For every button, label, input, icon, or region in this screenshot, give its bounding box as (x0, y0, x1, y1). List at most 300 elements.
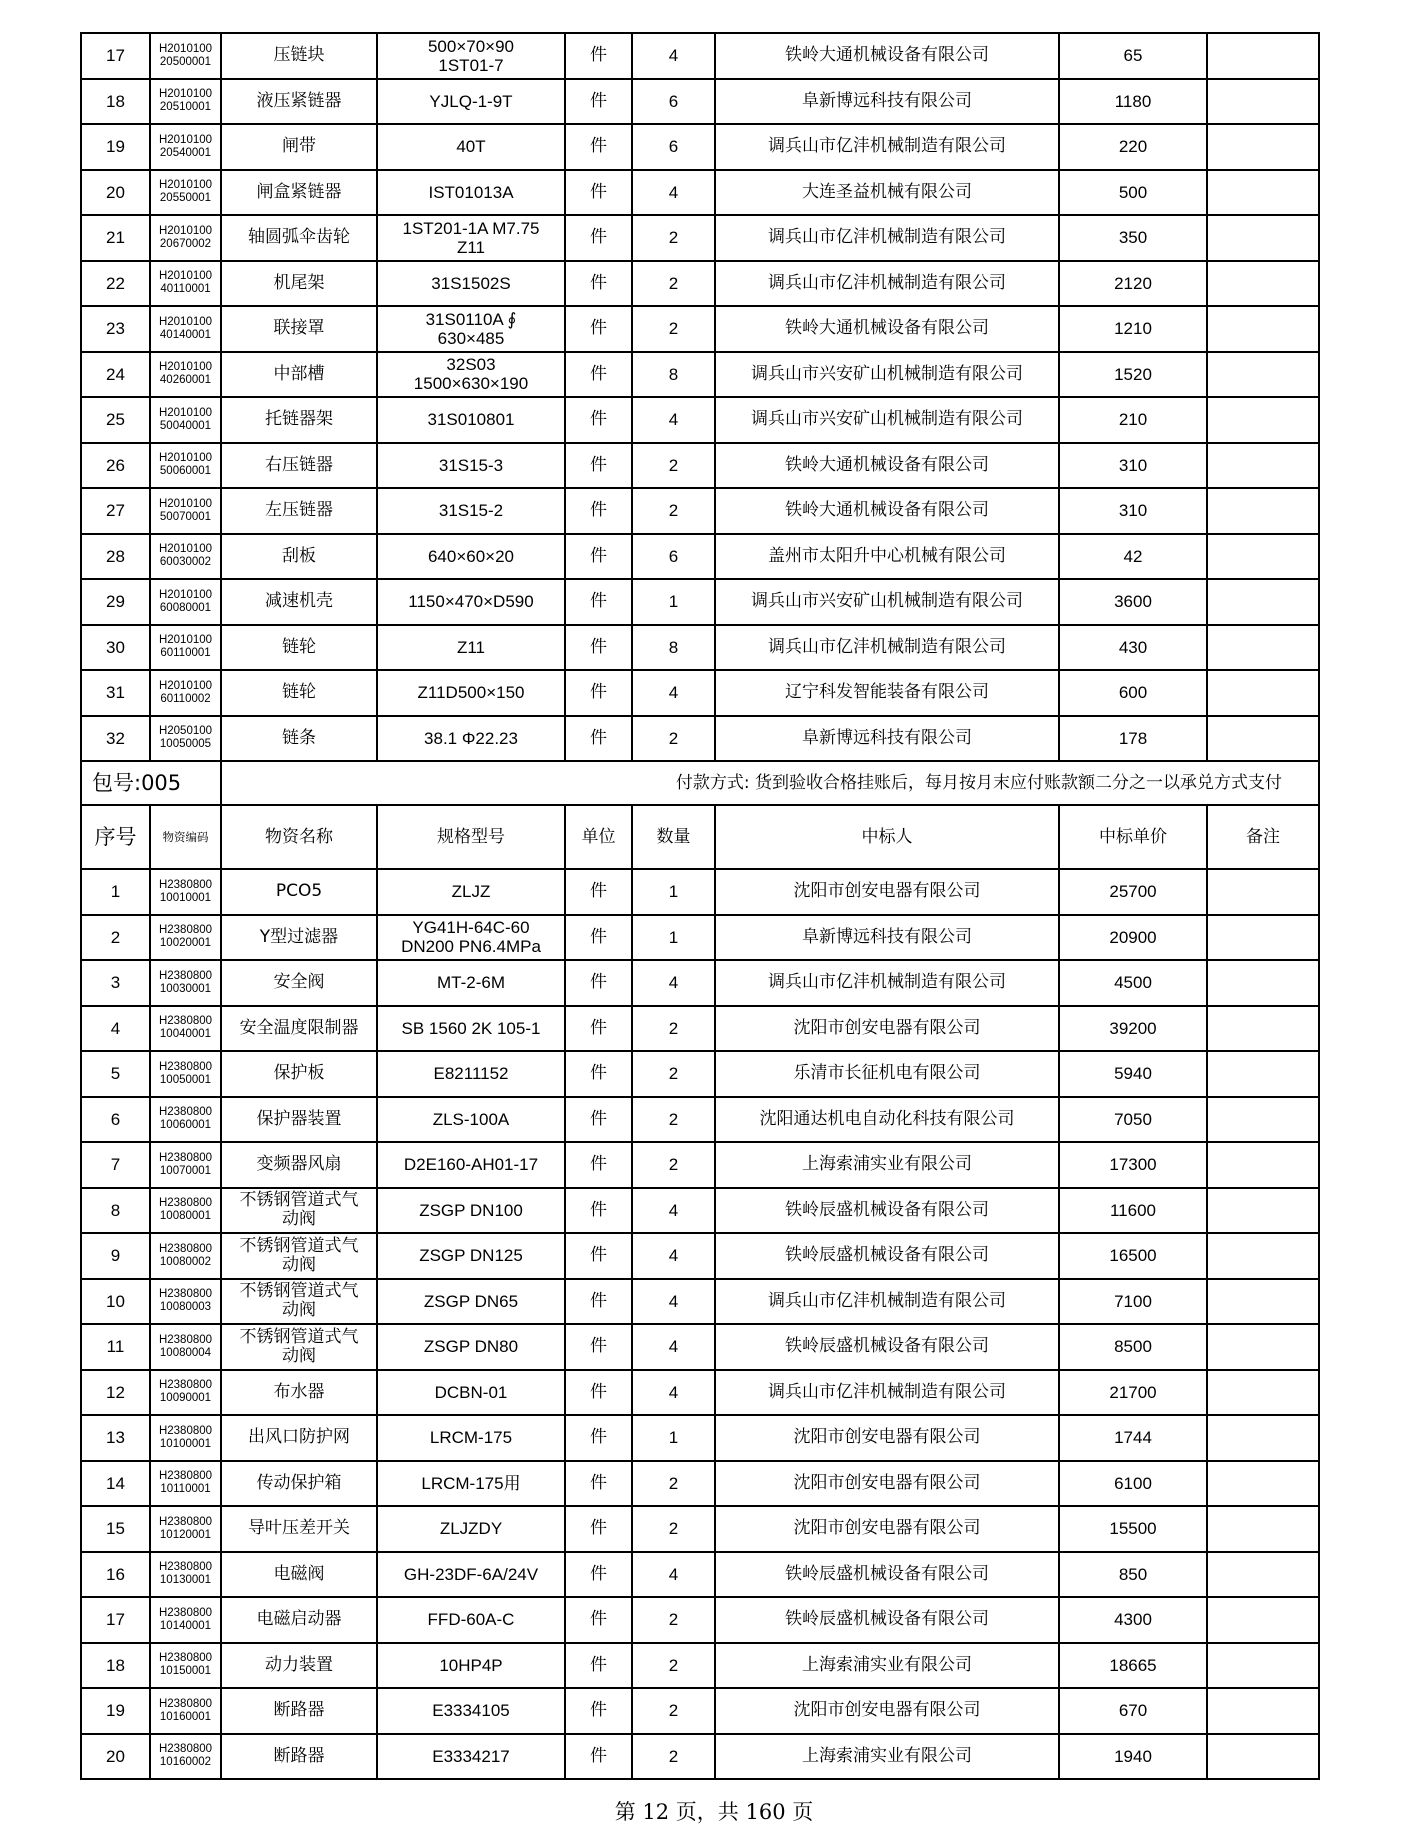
table-row (81, 534, 1319, 580)
cell-code: H2010100 20550001 (150, 170, 221, 216)
cell-note (1207, 1643, 1319, 1689)
cell-spec: ZSGP DN125 (377, 1233, 565, 1279)
cell-unit: 件 (565, 1233, 632, 1279)
cell-winner: 铁岭辰盛机械设备有限公司 (715, 1552, 1059, 1598)
cell-name: 出风口防护网 (221, 1415, 377, 1461)
cell-unit: 件 (565, 261, 632, 307)
header-price: 中标单价 (1059, 805, 1207, 869)
table-row (81, 1370, 1319, 1416)
cell-qty: 4 (632, 1279, 715, 1325)
cell-qty: 2 (632, 306, 715, 352)
cell-code: H2380800 10070001 (150, 1142, 221, 1188)
header-name: 物资名称 (221, 805, 377, 869)
table-row (81, 397, 1319, 443)
cell-seq: 28 (81, 534, 150, 580)
cell-price: 500 (1059, 170, 1207, 216)
cell-spec: YJLQ-1-9T (377, 79, 565, 125)
cell-code: H2380800 10100001 (150, 1415, 221, 1461)
cell-code: H2010100 20510001 (150, 79, 221, 125)
package-row (81, 761, 1319, 805)
cell-code: H2380800 10080004 (150, 1324, 221, 1370)
cell-spec: ZLJZ (377, 869, 565, 915)
table-row (81, 1233, 1319, 1279)
cell-code: H2380800 10020001 (150, 915, 221, 961)
table-row (81, 1688, 1319, 1734)
cell-name: 断路器 (221, 1734, 377, 1780)
cell-code: H2380800 10160001 (150, 1688, 221, 1734)
table-row (81, 215, 1319, 261)
cell-winner: 调兵山市亿沣机械制造有限公司 (715, 625, 1059, 671)
cell-note (1207, 1552, 1319, 1598)
cell-price: 7100 (1059, 1279, 1207, 1325)
cell-spec: MT-2-6M (377, 960, 565, 1006)
cell-winner: 铁岭辰盛机械设备有限公司 (715, 1233, 1059, 1279)
cell-qty: 4 (632, 1324, 715, 1370)
procurement-table (80, 32, 1320, 1780)
table-row (81, 1051, 1319, 1097)
cell-price: 1744 (1059, 1415, 1207, 1461)
table-row (81, 960, 1319, 1006)
cell-seq: 25 (81, 397, 150, 443)
table-section-b (81, 869, 1319, 1779)
cell-note (1207, 625, 1319, 671)
cell-seq: 19 (81, 124, 150, 170)
cell-winner: 调兵山市亿沣机械制造有限公司 (715, 960, 1059, 1006)
cell-price: 670 (1059, 1688, 1207, 1734)
cell-winner: 沈阳市创安电器有限公司 (715, 1461, 1059, 1507)
cell-spec: SB 1560 2K 105-1 (377, 1006, 565, 1052)
cell-price: 210 (1059, 397, 1207, 443)
cell-spec: LRCM-175 (377, 1415, 565, 1461)
cell-note (1207, 1461, 1319, 1507)
cell-spec: ZSGP DN80 (377, 1324, 565, 1370)
cell-note (1207, 79, 1319, 125)
cell-spec: 32S03 1500×630×190 (377, 352, 565, 398)
cell-code: H2380800 10040001 (150, 1006, 221, 1052)
cell-winner: 上海索浦实业有限公司 (715, 1142, 1059, 1188)
cell-winner: 乐清市长征机电有限公司 (715, 1051, 1059, 1097)
cell-code: H2010100 40260001 (150, 352, 221, 398)
cell-name: 安全温度限制器 (221, 1006, 377, 1052)
cell-note (1207, 869, 1319, 915)
cell-unit: 件 (565, 124, 632, 170)
table-row (81, 1188, 1319, 1234)
cell-price: 17300 (1059, 1142, 1207, 1188)
table-row (81, 124, 1319, 170)
table-row (81, 261, 1319, 307)
cell-code: H2380800 10080002 (150, 1233, 221, 1279)
cell-seq: 18 (81, 1643, 150, 1689)
cell-price: 178 (1059, 716, 1207, 762)
cell-note (1207, 261, 1319, 307)
cell-note (1207, 215, 1319, 261)
cell-note (1207, 534, 1319, 580)
cell-unit: 件 (565, 488, 632, 534)
cell-seq: 16 (81, 1552, 150, 1598)
header-unit: 单位 (565, 805, 632, 869)
cell-price: 220 (1059, 124, 1207, 170)
cell-spec: FFD-60A-C (377, 1597, 565, 1643)
cell-spec: D2E160-AH01-17 (377, 1142, 565, 1188)
cell-note (1207, 1142, 1319, 1188)
table-row (81, 869, 1319, 915)
cell-unit: 件 (565, 1506, 632, 1552)
cell-name: 中部槽 (221, 352, 377, 398)
cell-qty: 4 (632, 1552, 715, 1598)
cell-winner: 调兵山市亿沣机械制造有限公司 (715, 261, 1059, 307)
cell-name: 托链器架 (221, 397, 377, 443)
table-row (81, 170, 1319, 216)
cell-qty: 4 (632, 960, 715, 1006)
cell-note (1207, 1415, 1319, 1461)
cell-unit: 件 (565, 1415, 632, 1461)
header-note: 备注 (1207, 805, 1319, 869)
cell-name: 保护器装置 (221, 1097, 377, 1143)
cell-seq: 1 (81, 869, 150, 915)
cell-price: 4300 (1059, 1597, 1207, 1643)
cell-note (1207, 352, 1319, 398)
header-winner: 中标人 (715, 805, 1059, 869)
cell-code: H2010100 50060001 (150, 443, 221, 489)
header-spec: 规格型号 (377, 805, 565, 869)
cell-note (1207, 579, 1319, 625)
cell-name: 不锈钢管道式气 动阀 (221, 1188, 377, 1234)
cell-note (1207, 1233, 1319, 1279)
cell-code: H2010100 60080001 (150, 579, 221, 625)
cell-note (1207, 960, 1319, 1006)
table-row (81, 1279, 1319, 1325)
header-code: 物资编码 (150, 805, 221, 869)
table-row (81, 488, 1319, 534)
cell-qty: 2 (632, 1461, 715, 1507)
cell-note (1207, 670, 1319, 716)
cell-winner: 阜新博远科技有限公司 (715, 79, 1059, 125)
cell-seq: 22 (81, 261, 150, 307)
cell-winner: 铁岭辰盛机械设备有限公司 (715, 1188, 1059, 1234)
cell-price: 25700 (1059, 869, 1207, 915)
cell-note (1207, 1279, 1319, 1325)
table-row (81, 915, 1319, 961)
cell-name: 保护板 (221, 1051, 377, 1097)
cell-seq: 17 (81, 33, 150, 79)
cell-spec: 10HP4P (377, 1643, 565, 1689)
cell-name: 传动保护箱 (221, 1461, 377, 1507)
cell-qty: 4 (632, 397, 715, 443)
cell-qty: 2 (632, 1688, 715, 1734)
cell-unit: 件 (565, 625, 632, 671)
cell-unit: 件 (565, 1643, 632, 1689)
cell-price: 1210 (1059, 306, 1207, 352)
table-row (81, 1415, 1319, 1461)
cell-unit: 件 (565, 1370, 632, 1416)
cell-spec: 31S1502S (377, 261, 565, 307)
cell-code: H2380800 10110001 (150, 1461, 221, 1507)
cell-spec: 640×60×20 (377, 534, 565, 580)
cell-unit: 件 (565, 1324, 632, 1370)
cell-price: 1180 (1059, 79, 1207, 125)
cell-unit: 件 (565, 443, 632, 489)
header-qty: 数量 (632, 805, 715, 869)
cell-winner: 沈阳市创安电器有限公司 (715, 869, 1059, 915)
cell-price: 16500 (1059, 1233, 1207, 1279)
cell-code: H2380800 10150001 (150, 1643, 221, 1689)
cell-unit: 件 (565, 716, 632, 762)
cell-price: 7050 (1059, 1097, 1207, 1143)
cell-code: H2010100 40140001 (150, 306, 221, 352)
cell-seq: 19 (81, 1688, 150, 1734)
cell-name: 压链块 (221, 33, 377, 79)
cell-code: H2010100 60030002 (150, 534, 221, 580)
table-row (81, 443, 1319, 489)
cell-spec: 38.1 Φ22.23 (377, 716, 565, 762)
cell-note (1207, 1506, 1319, 1552)
cell-price: 1940 (1059, 1734, 1207, 1780)
cell-winner: 调兵山市兴安矿山机械制造有限公司 (715, 579, 1059, 625)
cell-price: 3600 (1059, 579, 1207, 625)
cell-spec: ZSGP DN65 (377, 1279, 565, 1325)
cell-unit: 件 (565, 534, 632, 580)
cell-price: 15500 (1059, 1506, 1207, 1552)
cell-winner: 盖州市太阳升中心机械有限公司 (715, 534, 1059, 580)
cell-code: H2380800 10060001 (150, 1097, 221, 1143)
cell-price: 2120 (1059, 261, 1207, 307)
cell-code: H2010100 50070001 (150, 488, 221, 534)
cell-seq: 14 (81, 1461, 150, 1507)
cell-winner: 铁岭大通机械设备有限公司 (715, 33, 1059, 79)
cell-seq: 21 (81, 215, 150, 261)
cell-code: H2010100 40110001 (150, 261, 221, 307)
cell-spec: Z11D500×150 (377, 670, 565, 716)
cell-qty: 4 (632, 1233, 715, 1279)
cell-winner: 沈阳市创安电器有限公司 (715, 1688, 1059, 1734)
cell-qty: 6 (632, 124, 715, 170)
cell-qty: 2 (632, 1643, 715, 1689)
cell-seq: 9 (81, 1233, 150, 1279)
cell-note (1207, 1006, 1319, 1052)
table-row (81, 1643, 1319, 1689)
cell-note (1207, 33, 1319, 79)
cell-winner: 铁岭辰盛机械设备有限公司 (715, 1597, 1059, 1643)
cell-unit: 件 (565, 170, 632, 216)
cell-code: H2010100 60110002 (150, 670, 221, 716)
table-row (81, 625, 1319, 671)
cell-name: 电磁阀 (221, 1552, 377, 1598)
table-row (81, 1097, 1319, 1143)
cell-code: H2380800 10140001 (150, 1597, 221, 1643)
cell-unit: 件 (565, 1188, 632, 1234)
cell-winner: 沈阳市创安电器有限公司 (715, 1506, 1059, 1552)
cell-code: H2380800 10010001 (150, 869, 221, 915)
cell-qty: 2 (632, 1142, 715, 1188)
cell-qty: 4 (632, 170, 715, 216)
cell-spec: 31S15-2 (377, 488, 565, 534)
cell-note (1207, 716, 1319, 762)
cell-qty: 2 (632, 261, 715, 307)
cell-seq: 13 (81, 1415, 150, 1461)
cell-winner: 大连圣益机械有限公司 (715, 170, 1059, 216)
cell-seq: 26 (81, 443, 150, 489)
cell-name: 联接罩 (221, 306, 377, 352)
cell-seq: 5 (81, 1051, 150, 1097)
cell-price: 6100 (1059, 1461, 1207, 1507)
cell-seq: 2 (81, 915, 150, 961)
table-row (81, 1324, 1319, 1370)
table-row (81, 1142, 1319, 1188)
cell-unit: 件 (565, 352, 632, 398)
cell-name: 刮板 (221, 534, 377, 580)
cell-code: H2380800 10160002 (150, 1734, 221, 1780)
header-seq: 序号 (81, 805, 150, 869)
cell-price: 8500 (1059, 1324, 1207, 1370)
cell-seq: 11 (81, 1324, 150, 1370)
cell-seq: 20 (81, 1734, 150, 1780)
cell-unit: 件 (565, 1461, 632, 1507)
cell-spec: E3334105 (377, 1688, 565, 1734)
cell-price: 20900 (1059, 915, 1207, 961)
cell-spec: DCBN-01 (377, 1370, 565, 1416)
cell-name: 动力装置 (221, 1643, 377, 1689)
table-row (81, 670, 1319, 716)
cell-note (1207, 1734, 1319, 1780)
cell-name: 减速机壳 (221, 579, 377, 625)
table-row (81, 1506, 1319, 1552)
cell-code: H2380800 10030001 (150, 960, 221, 1006)
cell-winner: 上海索浦实业有限公司 (715, 1643, 1059, 1689)
cell-seq: 10 (81, 1279, 150, 1325)
cell-unit: 件 (565, 960, 632, 1006)
cell-name: 布水器 (221, 1370, 377, 1416)
cell-spec: 31S15-3 (377, 443, 565, 489)
cell-qty: 2 (632, 443, 715, 489)
cell-spec: 31S0110A ∮ 630×485 (377, 306, 565, 352)
cell-name: 断路器 (221, 1688, 377, 1734)
cell-winner: 调兵山市兴安矿山机械制造有限公司 (715, 397, 1059, 443)
cell-code: H2380800 10120001 (150, 1506, 221, 1552)
cell-qty: 2 (632, 1006, 715, 1052)
cell-qty: 8 (632, 625, 715, 671)
cell-winner: 调兵山市亿沣机械制造有限公司 (715, 215, 1059, 261)
cell-unit: 件 (565, 215, 632, 261)
cell-seq: 8 (81, 1188, 150, 1234)
cell-seq: 31 (81, 670, 150, 716)
cell-note (1207, 1324, 1319, 1370)
table-row (81, 1597, 1319, 1643)
cell-note (1207, 443, 1319, 489)
cell-code: H2010100 20500001 (150, 33, 221, 79)
cell-code: H2380800 10130001 (150, 1552, 221, 1598)
cell-seq: 6 (81, 1097, 150, 1143)
cell-unit: 件 (565, 869, 632, 915)
cell-name: 链轮 (221, 670, 377, 716)
cell-unit: 件 (565, 1097, 632, 1143)
cell-seq: 17 (81, 1597, 150, 1643)
cell-price: 850 (1059, 1552, 1207, 1598)
cell-note (1207, 397, 1319, 443)
cell-seq: 15 (81, 1506, 150, 1552)
cell-price: 65 (1059, 33, 1207, 79)
cell-spec: YG41H-64C-60 DN200 PN6.4MPa (377, 915, 565, 961)
cell-price: 350 (1059, 215, 1207, 261)
cell-seq: 27 (81, 488, 150, 534)
cell-price: 42 (1059, 534, 1207, 580)
cell-spec: E3334217 (377, 1734, 565, 1780)
cell-qty: 2 (632, 215, 715, 261)
cell-price: 4500 (1059, 960, 1207, 1006)
cell-unit: 件 (565, 33, 632, 79)
cell-name: Y型过滤器 (221, 915, 377, 961)
cell-qty: 1 (632, 1415, 715, 1461)
cell-seq: 20 (81, 170, 150, 216)
cell-code: H2380800 10080003 (150, 1279, 221, 1325)
cell-name: 链条 (221, 716, 377, 762)
cell-note (1207, 1097, 1319, 1143)
cell-seq: 23 (81, 306, 150, 352)
cell-name: 轴圆弧伞齿轮 (221, 215, 377, 261)
cell-qty: 2 (632, 716, 715, 762)
cell-code: H2010100 60110001 (150, 625, 221, 671)
cell-seq: 30 (81, 625, 150, 671)
cell-name: 机尾架 (221, 261, 377, 307)
cell-name: 电磁启动器 (221, 1597, 377, 1643)
cell-spec: ZLS-100A (377, 1097, 565, 1143)
cell-spec: Z11 (377, 625, 565, 671)
table-header-row (81, 805, 1319, 869)
cell-spec: ZLJZDY (377, 1506, 565, 1552)
cell-spec: E8211152 (377, 1051, 565, 1097)
cell-price: 5940 (1059, 1051, 1207, 1097)
cell-seq: 24 (81, 352, 150, 398)
cell-unit: 件 (565, 1051, 632, 1097)
cell-winner: 沈阳市创安电器有限公司 (715, 1006, 1059, 1052)
cell-name: 不锈钢管道式气 动阀 (221, 1279, 377, 1325)
cell-winner: 铁岭大通机械设备有限公司 (715, 443, 1059, 489)
cell-name: 闸带 (221, 124, 377, 170)
cell-code: H2380800 10050001 (150, 1051, 221, 1097)
cell-price: 310 (1059, 443, 1207, 489)
cell-price: 310 (1059, 488, 1207, 534)
cell-name: PCO5 (221, 869, 377, 915)
cell-qty: 4 (632, 1188, 715, 1234)
cell-price: 1520 (1059, 352, 1207, 398)
cell-qty: 1 (632, 579, 715, 625)
cell-unit: 件 (565, 1279, 632, 1325)
cell-qty: 4 (632, 670, 715, 716)
cell-unit: 件 (565, 915, 632, 961)
table-row (81, 1006, 1319, 1052)
cell-winner: 铁岭大通机械设备有限公司 (715, 488, 1059, 534)
cell-spec: 40T (377, 124, 565, 170)
cell-name: 安全阀 (221, 960, 377, 1006)
cell-spec: IST01013A (377, 170, 565, 216)
payment-terms: 付款方式: 货到验收合格挂账后，每月按月末应付账款额二分之一以承兑方式支付 (221, 761, 1319, 805)
cell-qty: 8 (632, 352, 715, 398)
cell-price: 21700 (1059, 1370, 1207, 1416)
cell-winner: 沈阳市创安电器有限公司 (715, 1415, 1059, 1461)
cell-price: 600 (1059, 670, 1207, 716)
cell-price: 430 (1059, 625, 1207, 671)
cell-seq: 7 (81, 1142, 150, 1188)
cell-spec: LRCM-175用 (377, 1461, 565, 1507)
cell-name: 链轮 (221, 625, 377, 671)
cell-winner: 铁岭大通机械设备有限公司 (715, 306, 1059, 352)
cell-unit: 件 (565, 1142, 632, 1188)
table-row (81, 79, 1319, 125)
cell-name: 导叶压差开关 (221, 1506, 377, 1552)
cell-spec: 1150×470×D590 (377, 579, 565, 625)
cell-note (1207, 1188, 1319, 1234)
cell-qty: 2 (632, 1506, 715, 1552)
table-row (81, 1734, 1319, 1780)
